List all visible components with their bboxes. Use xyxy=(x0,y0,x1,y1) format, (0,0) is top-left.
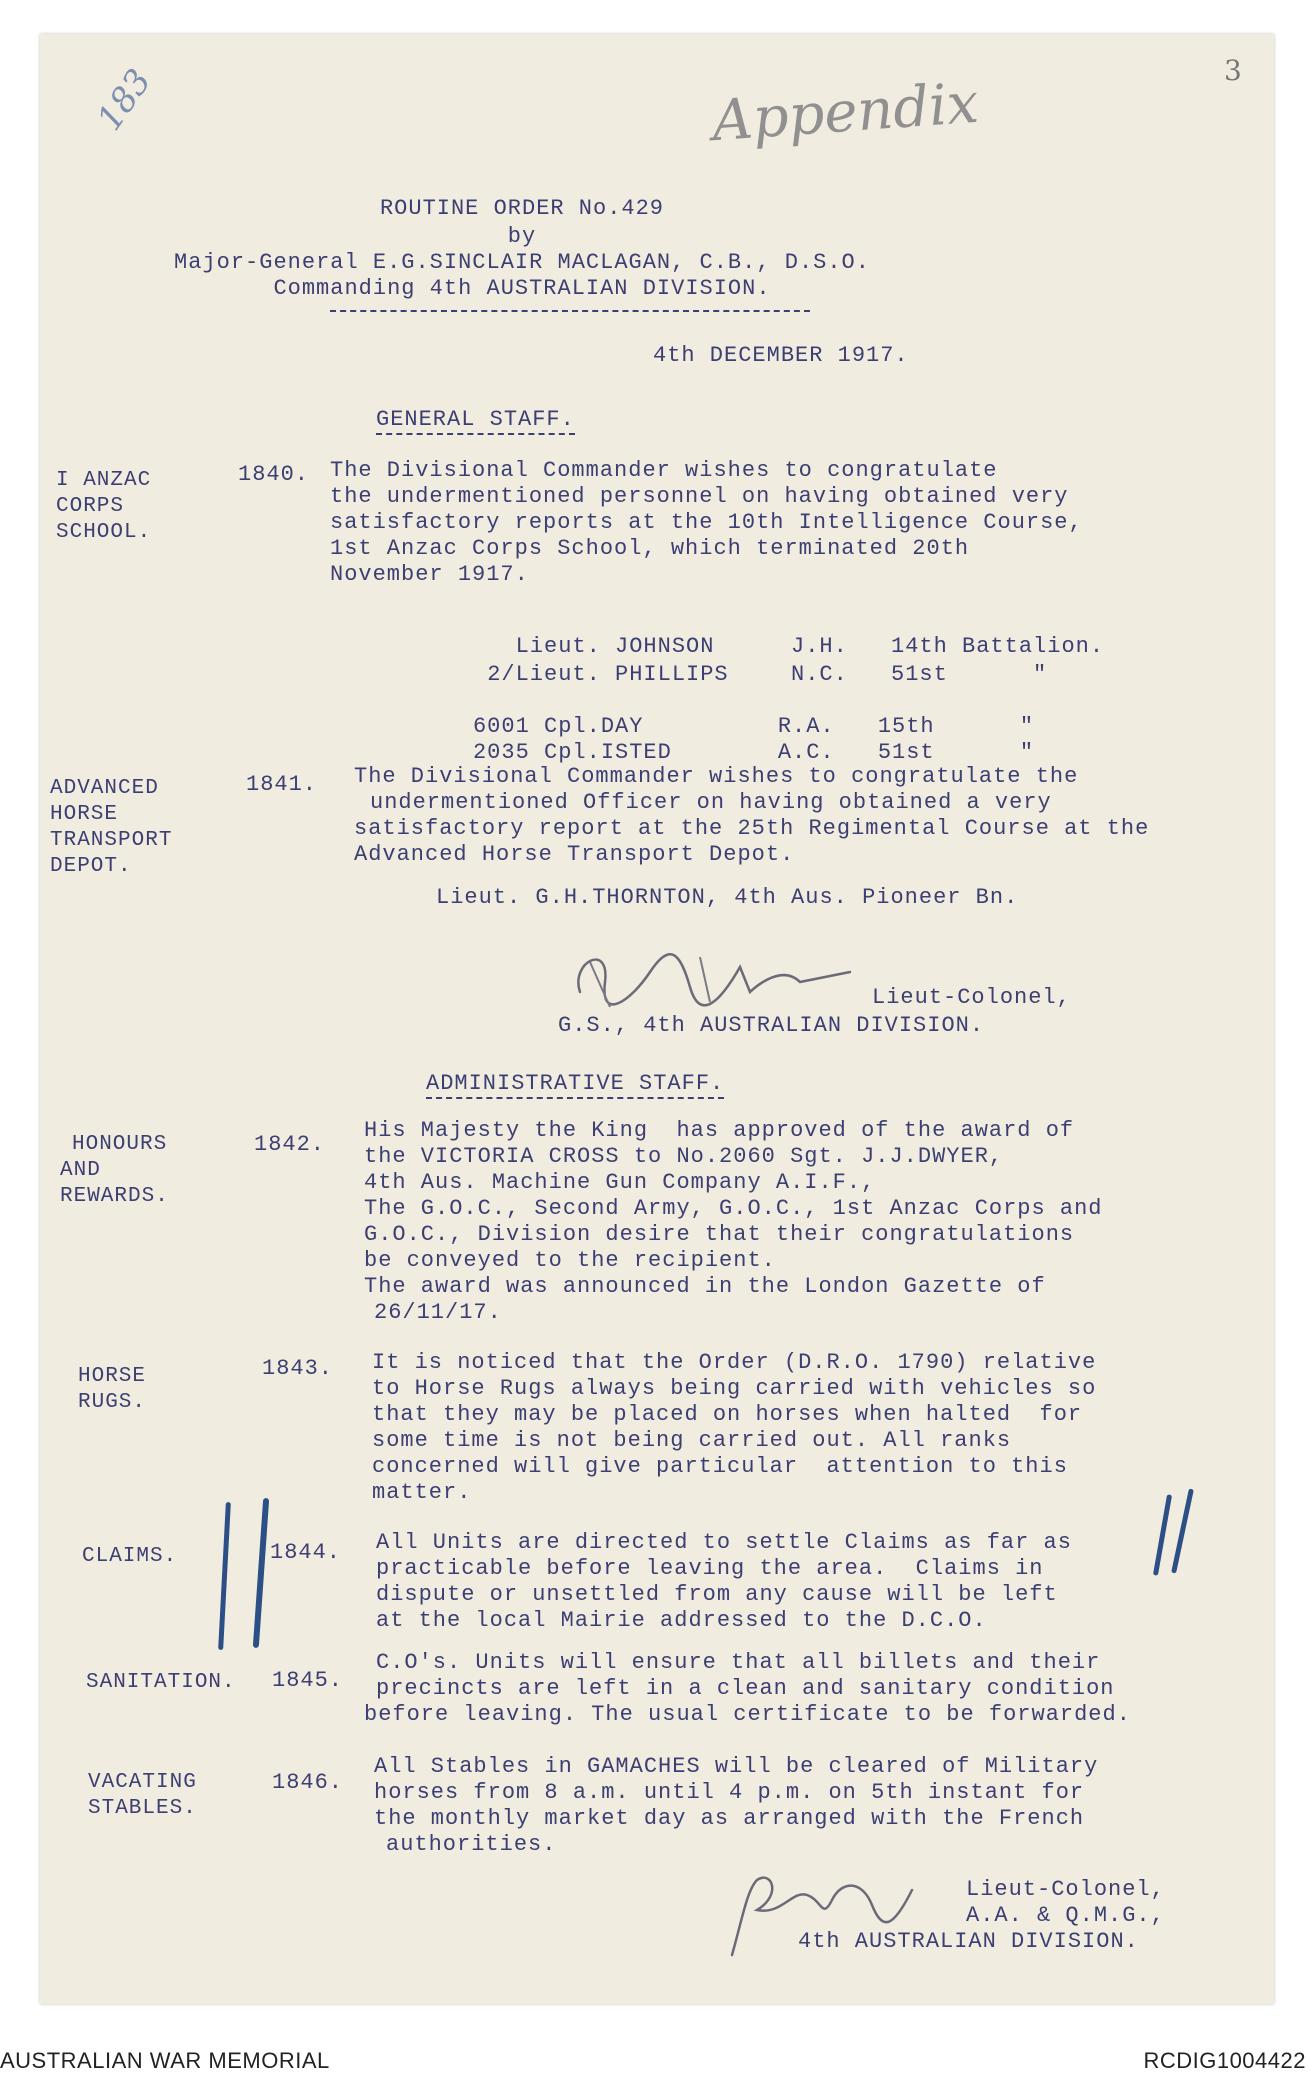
page-number-right: 3 xyxy=(1224,54,1242,87)
order-number-1844: 1844. xyxy=(270,1540,342,1565)
order-date: 4th DECEMBER 1917. xyxy=(653,343,909,368)
order-number-1845: 1845. xyxy=(272,1668,344,1693)
order-text-1845: C.O's. Units will ensure that all billets and their precincts are left in a clean and sanitary condition before leaving. The usual certificate to be forwarded. xyxy=(364,1650,1131,1727)
margin-1845: SANITATION. xyxy=(86,1671,236,1694)
order-command: Commanding 4th AUSTRALIAN DIVISION. xyxy=(273,276,771,301)
personnel-row: Lieut. JOHNSON J.H. 14th Battalion. xyxy=(515,634,1105,659)
personnel-row: 2/Lieut. PHILLIPS N.C. 51st " xyxy=(487,662,1048,687)
footer-institution: AUSTRALIAN WAR MEMORIAL xyxy=(0,2048,330,2073)
header-divider xyxy=(330,310,810,312)
order-text-1846: All Stables in GAMACHES will be cleared of Military horses from 8 a.m. until 4 p.m. on 5th instant for the monthly market day as arranged with the French authorities. xyxy=(374,1754,1099,1857)
personnel-row: 2035 Cpl.ISTED A.C. 51st " xyxy=(472,740,1035,765)
order-number-1841: 1841. xyxy=(246,772,318,797)
signature-role-aa: A.A. & Q.M.G., xyxy=(966,1903,1165,1928)
appendix-annotation: Appendix xyxy=(710,70,981,155)
signature-unit-gs: G.S., 4th AUSTRALIAN DIVISION. xyxy=(558,1013,985,1038)
margin-1842: HONOURS AND REWARDS. xyxy=(60,1133,169,1208)
order-text-1844: All Units are directed to settle Claims as far as practicable before leaving the area. Claims in dispute or unsettled from any cause will be left at the local Mairie addressed to the D.C.O. xyxy=(376,1530,1072,1633)
margin-1844: CLAIMS. xyxy=(82,1545,178,1568)
signature-unit-aa: 4th AUSTRALIAN DIVISION. xyxy=(798,1929,1139,1954)
margin-1840: I ANZAC CORPS SCHOOL. xyxy=(56,469,152,544)
order-number-1846: 1846. xyxy=(272,1770,344,1795)
signature-title-aa: Lieut-Colonel, xyxy=(966,1877,1165,1902)
order-title: ROUTINE ORDER No.429 xyxy=(379,196,665,221)
order-number-1843: 1843. xyxy=(262,1356,334,1381)
order-number-1842: 1842. xyxy=(254,1132,326,1157)
order-by: by xyxy=(507,224,537,249)
footer-id: RCDIG1004422 xyxy=(1143,2048,1306,2073)
order-text-1842: His Majesty the King has approved of the award of the VICTORIA CROSS to No.2060 Sgt. J.J.DWYER, 4th Aus. Machine Gun Company A.I.F., The G.O.C., Second Army, G.O.C., 1st Anzac Corps and G.O.C., Division desire that their congratulations be conveyed to the recipient. The award was announced in the London Gazette of 26/11/17. xyxy=(364,1118,1103,1325)
admin-staff-heading: ADMINISTRATIVE STAFF. xyxy=(426,1070,724,1099)
signature-general-staff xyxy=(550,932,880,1022)
officer-line: Lieut. G.H.THORNTON, 4th Aus. Pioneer Bn. xyxy=(436,885,1019,910)
order-text-1843: It is noticed that the Order (D.R.O. 1790) relative to Horse Rugs always being carried with vehicles so that they may be placed on horses when halted for some time is not being carried out. All ranks concerned will give particular attention to this matter. xyxy=(372,1350,1097,1505)
margin-1846: VACATING STABLES. xyxy=(88,1771,197,1820)
personnel-row: 6001 Cpl.DAY R.A. 15th " xyxy=(472,714,1035,739)
order-commander: Major-General E.G.SINCLAIR MACLAGAN, C.B., D.S.O. xyxy=(174,250,870,275)
signature-title-gs: Lieut-Colonel, xyxy=(872,985,1071,1010)
page-number-left: 183 xyxy=(89,61,160,139)
order-text-1840: The Divisional Commander wishes to congratulate the undermentioned personnel on having obtained very satisfactory reports at the 10th Intelligence Course, 1st Anzac Corps School, which terminated 20th November 1917. xyxy=(330,458,1083,587)
order-text-1841: The Divisional Commander wishes to congratulate the undermentioned Officer on having obtained a very satisfactory report at the 25th Regimental Course at the Advanced Horse Transport Depot. xyxy=(354,764,1150,867)
order-number-1840: 1840. xyxy=(238,462,310,487)
general-staff-heading: GENERAL STAFF. xyxy=(376,406,575,435)
margin-1841: ADVANCED HORSE TRANSPORT DEPOT. xyxy=(50,777,173,878)
margin-1843: HORSE RUGS. xyxy=(78,1365,147,1414)
